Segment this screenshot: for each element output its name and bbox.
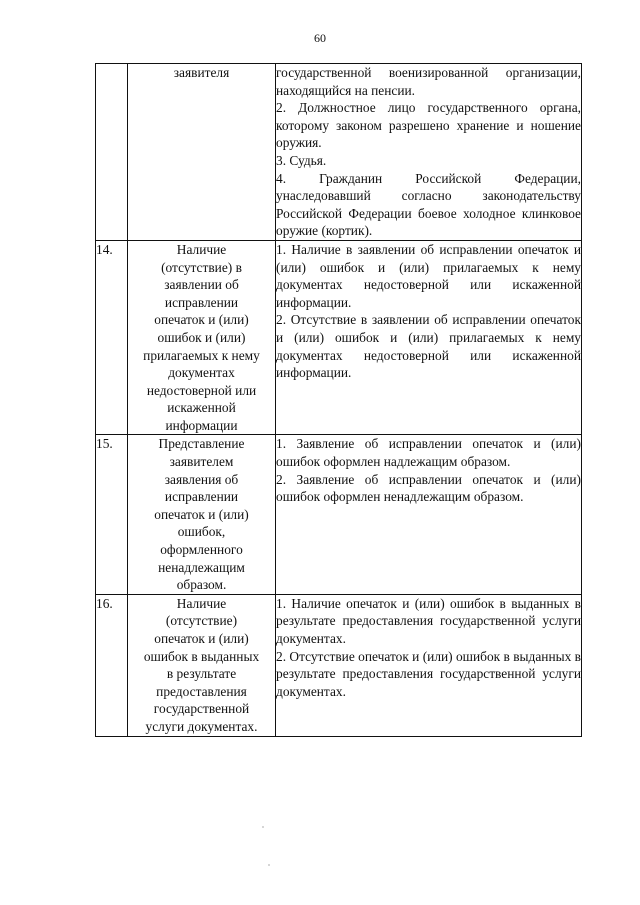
- row-number: 15.: [96, 435, 128, 594]
- criterion-line: образом.: [176, 577, 227, 593]
- criterion-line: заявления об: [164, 471, 239, 487]
- criterion-line: Наличие: [176, 241, 227, 257]
- criterion-cell: [128, 594, 276, 736]
- table-row: [96, 64, 582, 241]
- criterion-line: в результате: [166, 666, 237, 682]
- description-item: 1. Наличие опечаток и (или) ошибок в выданных в результате предоставления государственной услуги документах.: [276, 595, 581, 646]
- description-cell: [276, 435, 582, 594]
- description-cell: [276, 594, 582, 736]
- criterion-line: оформленного: [160, 542, 243, 558]
- row-number: 16.: [96, 594, 128, 736]
- criterion-line: искаженной: [167, 400, 236, 416]
- description-item: 2. Отсутствие в заявлении об исправлении опечаток и (или) ошибок и (или) прилагаемых к нему документах недостоверной или искаженной информации.: [276, 312, 581, 381]
- criterion-line: предоставления: [156, 683, 247, 699]
- criterion-line: ошибок в выданных: [143, 648, 260, 664]
- description-item: государственной военизированной организации, находящийся на пенсии.: [276, 65, 581, 98]
- table-row: [96, 240, 582, 435]
- criterion-line: Наличие: [176, 595, 227, 611]
- description-cell: [276, 64, 582, 241]
- criterion-line: Представление: [158, 436, 245, 452]
- table-row: [96, 435, 582, 594]
- criterion-cell: [128, 435, 276, 594]
- description-item: 2. Должностное лицо государственного органа, которому законом разрешено хранение и ношение оружия.: [276, 100, 581, 151]
- description-item: 1. Заявление об исправлении опечаток и (или) ошибок оформлен надлежащим образом.: [276, 436, 581, 470]
- criterion-line: заявлении об: [164, 277, 239, 293]
- criterion-cell: [128, 240, 276, 435]
- criterion-cell: [128, 64, 276, 241]
- description-item: 2. Заявление об исправлении опечаток и (или) ошибок оформлен ненадлежащим образом.: [276, 471, 581, 505]
- criterion-line: документах: [168, 365, 235, 381]
- criterion-line: государственной: [153, 701, 250, 717]
- criterion-line: ошибок,: [177, 524, 226, 540]
- criterion-line: заявителя: [173, 65, 230, 80]
- criterion-line: ненадлежащим: [158, 559, 245, 575]
- description-item: 4. Гражданин Российской Федерации, унаследовавший согласно законодательству Российской Федерации боевое холодное клинковое оружие (кортик).: [276, 170, 581, 239]
- criterion-line: опечаток и (или): [154, 312, 249, 328]
- description-item: 3. Судья.: [276, 152, 327, 168]
- criterion-line: исправлении: [164, 489, 239, 505]
- row-number: [96, 64, 128, 241]
- criterion-line: ошибок и (или): [157, 329, 246, 345]
- table-row: [96, 594, 582, 736]
- criterion-line: услуги документах.: [145, 718, 258, 734]
- row-number: 14.: [96, 240, 128, 435]
- criterion-line: (отсутствие) в: [161, 259, 242, 275]
- criterion-line: опечаток и (или): [154, 631, 249, 646]
- criterion-line: опечаток и (или): [154, 506, 249, 522]
- description-cell: [276, 240, 582, 435]
- criteria-table: [95, 63, 582, 737]
- criterion-line: (отсутствие): [165, 613, 238, 629]
- description-item: 2. Отсутствие опечаток и (или) ошибок в выданных в результате предоставления государственной услуги документах.: [276, 648, 581, 699]
- scan-speck: [268, 864, 270, 866]
- criterion-line: исправлении: [164, 294, 239, 310]
- criterion-line: недостоверной или: [146, 382, 257, 398]
- criterion-line: информации: [165, 417, 238, 433]
- criterion-line: прилагаемых к нему: [143, 347, 260, 363]
- scan-speck: [262, 826, 264, 828]
- criterion-line: заявителем: [169, 454, 234, 470]
- page-number: 60: [314, 31, 326, 45]
- description-item: 1. Наличие в заявлении об исправлении опечаток и (или) ошибок и (или) прилагаемых к нему документах недостоверной или искаженной информации.: [276, 241, 581, 310]
